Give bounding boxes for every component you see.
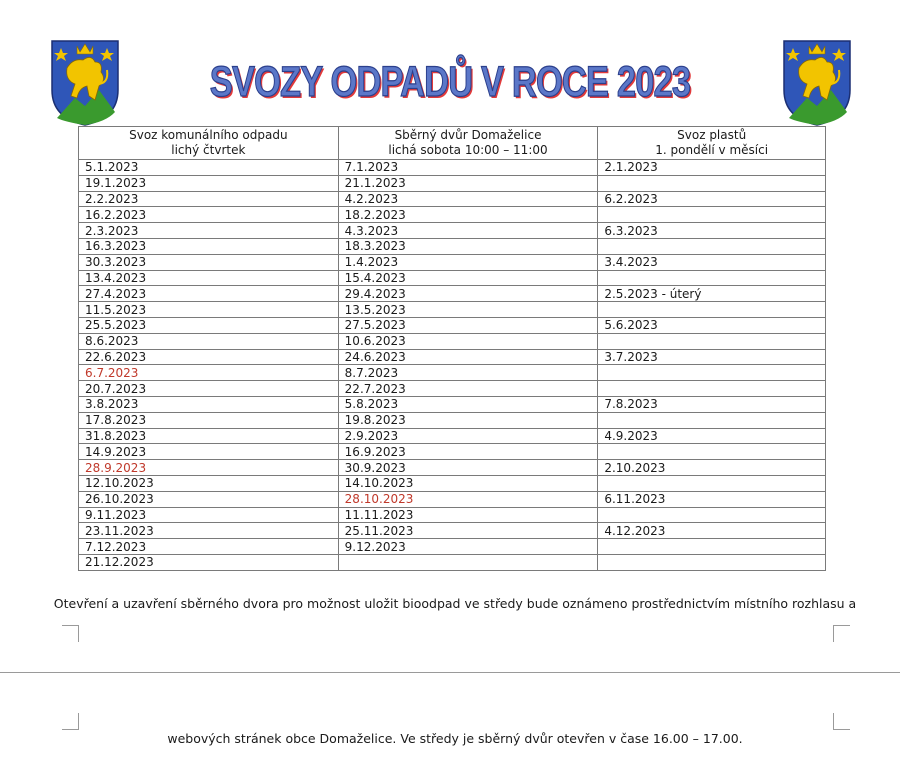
plastics-date: 7.8.2023 bbox=[598, 396, 826, 412]
collection-yard-date: 19.8.2023 bbox=[338, 412, 598, 428]
table-row bbox=[79, 160, 826, 176]
plastics-date bbox=[598, 270, 826, 286]
margin-mark-top-right bbox=[833, 625, 850, 642]
plastics-date: 2.5.2023 - úterý bbox=[598, 286, 826, 302]
collection-yard-date: 10.6.2023 bbox=[338, 333, 598, 349]
collection-yard-date: 21.1.2023 bbox=[338, 175, 598, 191]
collection-yard-date: 24.6.2023 bbox=[338, 349, 598, 365]
plastics-date: 6.3.2023 bbox=[598, 223, 826, 239]
page-break-divider bbox=[0, 672, 900, 673]
municipal-waste-date: 16.3.2023 bbox=[79, 238, 339, 254]
municipal-waste-date: 14.9.2023 bbox=[79, 444, 339, 460]
table-row bbox=[79, 523, 826, 539]
plastics-date: 4.9.2023 bbox=[598, 428, 826, 444]
collection-yard-date: 25.11.2023 bbox=[338, 523, 598, 539]
municipal-waste-date: 21.12.2023 bbox=[79, 554, 339, 570]
plastics-date: 6.11.2023 bbox=[598, 491, 826, 507]
plastics-date bbox=[598, 302, 826, 318]
table-row bbox=[79, 539, 826, 555]
municipal-waste-date: 23.11.2023 bbox=[79, 523, 339, 539]
table-row bbox=[79, 207, 826, 223]
plastics-date: 3.7.2023 bbox=[598, 349, 826, 365]
collection-yard-date: 7.1.2023 bbox=[338, 160, 598, 176]
collection-yard-date bbox=[338, 554, 598, 570]
municipal-waste-date: 28.9.2023 bbox=[79, 460, 339, 476]
collection-yard-date: 18.3.2023 bbox=[338, 238, 598, 254]
table-row bbox=[79, 475, 826, 491]
municipal-waste-date: 25.5.2023 bbox=[79, 317, 339, 333]
municipal-waste-date: 30.3.2023 bbox=[79, 254, 339, 270]
table-row bbox=[79, 460, 826, 476]
table-row bbox=[79, 175, 826, 191]
header-yard-title: Sběrný dvůr Domaželice bbox=[394, 128, 542, 142]
collection-yard-date: 8.7.2023 bbox=[338, 365, 598, 381]
municipal-waste-date: 17.8.2023 bbox=[79, 412, 339, 428]
plastics-date bbox=[598, 207, 826, 223]
plastics-date bbox=[598, 381, 826, 397]
table-row bbox=[79, 223, 826, 239]
collection-yard-date: 13.5.2023 bbox=[338, 302, 598, 318]
municipal-waste-date: 20.7.2023 bbox=[79, 381, 339, 397]
table-row bbox=[79, 254, 826, 270]
collection-yard-date: 2.9.2023 bbox=[338, 428, 598, 444]
margin-mark-top-left bbox=[62, 625, 79, 642]
municipal-waste-date: 6.7.2023 bbox=[79, 365, 339, 381]
plastics-date bbox=[598, 175, 826, 191]
municipal-waste-date: 3.8.2023 bbox=[79, 396, 339, 412]
collection-yard-date: 27.5.2023 bbox=[338, 317, 598, 333]
plastics-date bbox=[598, 444, 826, 460]
coat-of-arms-left bbox=[51, 40, 119, 126]
margin-mark-bottom-left bbox=[62, 713, 79, 730]
municipal-waste-date: 12.10.2023 bbox=[79, 475, 339, 491]
municipal-waste-date: 2.2.2023 bbox=[79, 191, 339, 207]
table-row bbox=[79, 349, 826, 365]
municipal-waste-date: 22.6.2023 bbox=[79, 349, 339, 365]
table-row bbox=[79, 270, 826, 286]
margin-mark-bottom-right bbox=[833, 713, 850, 730]
table-row bbox=[79, 333, 826, 349]
page-title: SVOZY ODPADŮ V ROCE 2023 bbox=[209, 58, 691, 106]
collection-yard-date: 5.8.2023 bbox=[338, 396, 598, 412]
header-collection-yard bbox=[338, 127, 598, 160]
collection-yard-date: 30.9.2023 bbox=[338, 460, 598, 476]
collection-yard-date: 14.10.2023 bbox=[338, 475, 598, 491]
header-plastics-title: Svoz plastů bbox=[677, 128, 747, 142]
header-municipal-title: Svoz komunálního odpadu bbox=[129, 128, 288, 142]
municipal-waste-date: 19.1.2023 bbox=[79, 175, 339, 191]
collection-yard-date: 1.4.2023 bbox=[338, 254, 598, 270]
table-row bbox=[79, 238, 826, 254]
plastics-date: 4.12.2023 bbox=[598, 523, 826, 539]
municipal-waste-date: 16.2.2023 bbox=[79, 207, 339, 223]
table-row bbox=[79, 412, 826, 428]
waste-schedule-table bbox=[78, 126, 826, 571]
table-body bbox=[79, 160, 826, 571]
header-municipal-schedule: lichý čtvrtek bbox=[171, 143, 246, 157]
table-row bbox=[79, 554, 826, 570]
plastics-date: 5.6.2023 bbox=[598, 317, 826, 333]
collection-yard-date: 11.11.2023 bbox=[338, 507, 598, 523]
municipal-waste-date: 5.1.2023 bbox=[79, 160, 339, 176]
collection-yard-date: 4.3.2023 bbox=[338, 223, 598, 239]
collection-yard-date: 9.12.2023 bbox=[338, 539, 598, 555]
header-plastics-schedule: 1. pondělí v měsíci bbox=[655, 143, 769, 157]
collection-yard-date: 15.4.2023 bbox=[338, 270, 598, 286]
plastics-date bbox=[598, 539, 826, 555]
table-row bbox=[79, 396, 826, 412]
municipal-waste-date: 26.10.2023 bbox=[79, 491, 339, 507]
plastics-date: 6.2.2023 bbox=[598, 191, 826, 207]
collection-yard-date: 28.10.2023 bbox=[338, 491, 598, 507]
table-row bbox=[79, 317, 826, 333]
plastics-date bbox=[598, 507, 826, 523]
plastics-date: 2.10.2023 bbox=[598, 460, 826, 476]
header-plastics bbox=[598, 127, 826, 160]
table-row bbox=[79, 444, 826, 460]
header-municipal-waste bbox=[79, 127, 339, 160]
table-row bbox=[79, 381, 826, 397]
table-header-row bbox=[79, 127, 826, 160]
collection-yard-date: 18.2.2023 bbox=[338, 207, 598, 223]
table-row bbox=[79, 428, 826, 444]
table-row bbox=[79, 302, 826, 318]
plastics-date bbox=[598, 365, 826, 381]
collection-yard-date: 22.7.2023 bbox=[338, 381, 598, 397]
table-row bbox=[79, 286, 826, 302]
footer-note-line2: webových stránek obce Domaželice. Ve středy je sběrný dvůr otevřen v čase 16.00 – 17.00. bbox=[167, 731, 743, 746]
table-row bbox=[79, 491, 826, 507]
municipal-waste-date: 13.4.2023 bbox=[79, 270, 339, 286]
plastics-date bbox=[598, 412, 826, 428]
municipal-waste-date: 9.11.2023 bbox=[79, 507, 339, 523]
header-yard-schedule: lichá sobota 10:00 – 11:00 bbox=[388, 143, 548, 157]
municipal-waste-date: 7.12.2023 bbox=[79, 539, 339, 555]
plastics-date bbox=[598, 475, 826, 491]
collection-yard-date: 29.4.2023 bbox=[338, 286, 598, 302]
municipal-waste-date: 2.3.2023 bbox=[79, 223, 339, 239]
collection-yard-date: 16.9.2023 bbox=[338, 444, 598, 460]
municipal-waste-date: 8.6.2023 bbox=[79, 333, 339, 349]
municipal-waste-date: 27.4.2023 bbox=[79, 286, 339, 302]
plastics-date: 2.1.2023 bbox=[598, 160, 826, 176]
municipal-waste-date: 11.5.2023 bbox=[79, 302, 339, 318]
collection-yard-date: 4.2.2023 bbox=[338, 191, 598, 207]
plastics-date bbox=[598, 238, 826, 254]
municipal-waste-date: 31.8.2023 bbox=[79, 428, 339, 444]
table-row bbox=[79, 365, 826, 381]
footer-note-line1: Otevření a uzavření sběrného dvora pro možnost uložit bioodpad ve středy bude oznámeno prostřednictvím místního rozhlasu a bbox=[53, 596, 857, 611]
plastics-date: 3.4.2023 bbox=[598, 254, 826, 270]
table-row bbox=[79, 191, 826, 207]
plastics-date bbox=[598, 554, 826, 570]
plastics-date bbox=[598, 333, 826, 349]
coat-of-arms-right bbox=[783, 40, 851, 126]
table-row bbox=[79, 507, 826, 523]
